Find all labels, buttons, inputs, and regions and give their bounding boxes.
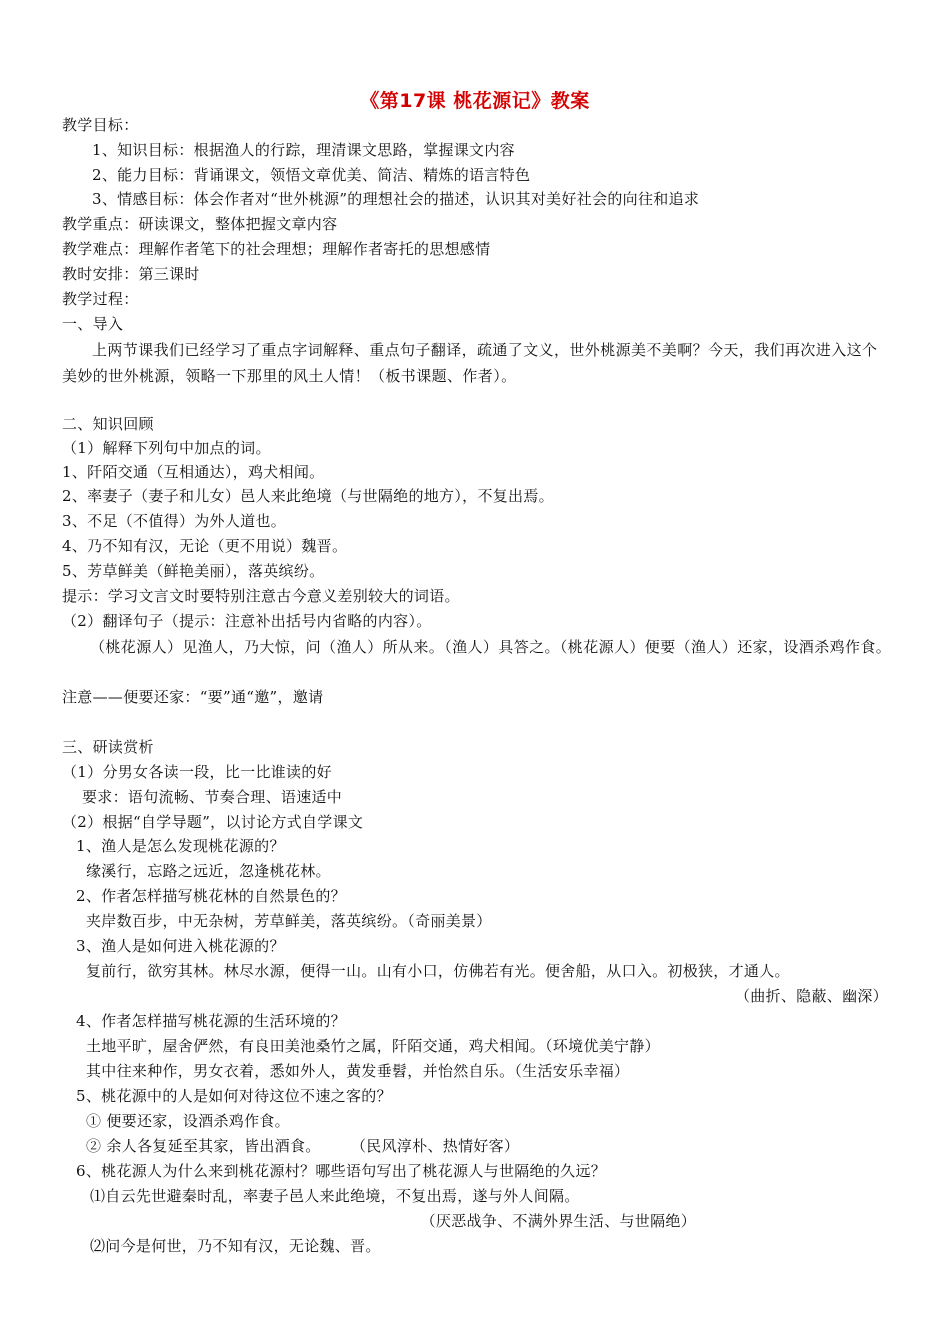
answer-note: （厌恶战争、不满外界生活、与世隔绝） bbox=[420, 1212, 696, 1230]
teaching-difficulty: 教学难点：理解作者笔下的社会理想；理解作者寄托的思想感情 bbox=[62, 240, 491, 258]
list-item: 3、不足（不值得）为外人道也。 bbox=[62, 512, 287, 530]
section-heading: 三、研读赏析 bbox=[62, 738, 154, 756]
section-heading: 一、导入 bbox=[62, 315, 124, 333]
answer: 缘溪行，忘路之远近，忽逢桃花林。 bbox=[86, 862, 331, 880]
requirement-text: 要求：语句流畅、节奏合理、语速适中 bbox=[82, 788, 343, 806]
answer: 土地平旷，屋舍俨然，有良田美池桑竹之属，阡陌交通，鸡犬相闻。（环境优美宁静） bbox=[86, 1037, 660, 1055]
question: 4、作者怎样描写桃花源的生活环境的？ bbox=[76, 1012, 346, 1030]
page-title: 《第17课 桃花源记》教案 bbox=[360, 90, 590, 112]
tip-text: 提示：学习文言文时要特别注意古今意义差别较大的词语。 bbox=[62, 587, 460, 605]
question: 6、桃花源人为什么来到桃花源村？哪些语句写出了桃花源人与世隔绝的久远？ bbox=[76, 1162, 607, 1180]
answer: ⑵问今是何世，乃不知有汉，无论魏、晋。 bbox=[90, 1237, 381, 1255]
goal-item: 2、能力目标：背诵课文，领悟文章优美、简洁、精炼的语言特色 bbox=[92, 166, 531, 184]
answer: 夹岸数百步，中无杂树，芳草鲜美，落英缤纷。（奇丽美景） bbox=[86, 912, 492, 930]
translation-paragraph: （桃花源人）见渔人，乃大惊，问（渔人）所从来。（渔人）具答之。（桃花源人）便要（渔人）还家，设酒杀鸡作食。 bbox=[90, 638, 892, 656]
subheading: （2）翻译句子（提示：注意补出括号内省略的内容）。 bbox=[62, 612, 432, 630]
answer: ② 余人各复延至其家，皆出酒食。 （民风淳朴、热情好客） bbox=[86, 1137, 520, 1155]
subheading: （1）分男女各读一段，比一比谁读的好 bbox=[62, 763, 332, 781]
answer: ⑴自云先世避秦时乱，率妻子邑人来此绝境，不复出焉，遂与外人间隔。 bbox=[90, 1187, 580, 1205]
subheading: （1）解释下列句中加点的词。 bbox=[62, 439, 271, 457]
list-item: 2、率妻子（妻子和儿女）邑人来此绝境（与世隔绝的地方），不复出焉。 bbox=[62, 487, 554, 505]
answer: 其中往来种作，男女衣着，悉如外人，黄发垂髫，并怡然自乐。（生活安乐幸福） bbox=[86, 1062, 630, 1080]
note-text: 注意——便要还家：“要”通“邀”，邀请 bbox=[62, 688, 324, 706]
list-item: 5、芳草鲜美（鲜艳美丽），落英缤纷。 bbox=[62, 562, 325, 580]
goal-item: 3、情感目标：体会作者对“世外桃源”的理想社会的描述，认识其对美好社会的向往和追求 bbox=[92, 190, 700, 208]
subheading: （2）根据“自学导题”，以讨论方式自学课文 bbox=[62, 813, 364, 831]
goals-heading: 教学目标： bbox=[62, 116, 139, 134]
teaching-schedule: 教时安排：第三课时 bbox=[62, 265, 200, 283]
list-item: 1、阡陌交通（互相通达），鸡犬相闻。 bbox=[62, 463, 325, 481]
question: 1、渔人是怎么发现桃花源的？ bbox=[76, 837, 285, 855]
section-heading: 二、知识回顾 bbox=[62, 415, 154, 433]
answer: 复前行，欲穷其林。林尽水源，便得一山。山有小口，仿佛若有光。便舍船，从口入。初极狭，才通人。 bbox=[86, 962, 790, 980]
answer: ① 便要还家，设酒杀鸡作食。 bbox=[86, 1112, 290, 1130]
answer-note: （曲折、隐蔽、幽深） bbox=[734, 987, 888, 1005]
process-heading: 教学过程： bbox=[62, 290, 139, 308]
question: 3、渔人是如何进入桃花源的？ bbox=[76, 937, 285, 955]
teaching-focus: 教学重点：研读课文，整体把握文章内容 bbox=[62, 215, 338, 233]
goal-item: 1、知识目标：根据渔人的行踪，理清课文思路，掌握课文内容 bbox=[92, 141, 515, 159]
question: 5、桃花源中的人是如何对待这位不速之客的？ bbox=[76, 1087, 392, 1105]
list-item: 4、乃不知有汉，无论（更不用说）魏晋。 bbox=[62, 537, 348, 555]
question: 2、作者怎样描写桃花林的自然景色的？ bbox=[76, 887, 346, 905]
intro-paragraph: 上两节课我们已经学习了重点字词解释、重点句子翻译，疏通了文义，世外桃源美不美啊？今天，我们再次进入这个美妙的世外桃源，领略一下那里的风土人情！（板书课题、作者）。 bbox=[62, 341, 878, 385]
